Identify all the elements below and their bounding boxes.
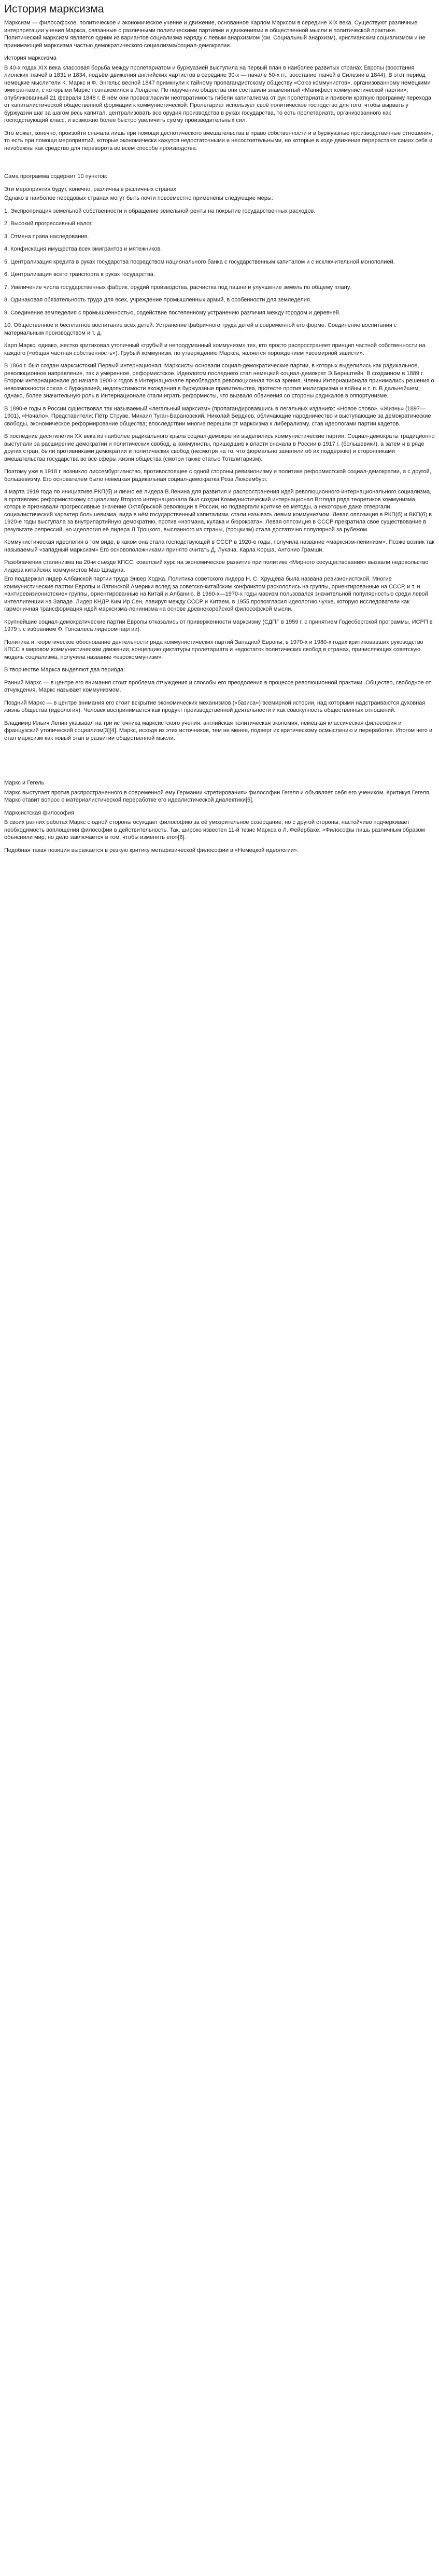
history-paragraph: Крупнейшие социал-демократические партии Европы отказались от приверженности марксизму (СДПГ в 1959 г. с принятием Годесбергской программы, ИСРП в 1979 г. с избранием Ф. Гонсалеса лидером партии). <box>4 618 433 632</box>
spacer <box>4 157 435 173</box>
history-paragraph: Карл Маркс, однако, жестко критиковал утопичный «грубый и непродуманный коммунизм» тех, кто просто распространяет принцип частной собственности на каждого («общая частная собственность»). Грубый коммунизм, по утверждению Маркса, является порождением «всемирной зависти». <box>4 342 426 356</box>
period-item: Поздний Маркс — в центре внимания его стоит вскрытие экономических механизмов («базиса») всемирной истории, над которыми надстраиваются духовная жизнь общества (идеология). Человек воспринимается как продукт производственной деятельности и как совокупность общественных отношений. <box>4 699 426 713</box>
sources-paragraph: Владимир Ильич Ленин указывал на три источника марксистского учения: английская политическая экономия, немецкая классическая философия и французский утопический социализм[3][4]. Маркс, исходя из этих источников, тем не менее, подверг их критическому осмыслению и переработке. Итогом чего и стал марксизм как новый этап в развитии общественной мысли. <box>4 720 433 741</box>
section-heading-philosophy: Марксистская философия <box>4 809 74 816</box>
program-note: Эти мероприятия будут, конечно, различны в различных странах. <box>4 186 178 192</box>
section-heading-marx-hegel: Маркс и Гегель <box>4 780 45 786</box>
program-item: 10. Общественное и бесплатное воспитание всех детей. Устранение фабричного труда детей в современной его форме. Соединение воспитания с материальным производством и т. д. <box>4 322 397 336</box>
program-item: 4. Конфискация имущества всех эмигрантов и мятежников. <box>4 246 162 252</box>
program-item: 9. Соединение земледелия с промышленностью, содействие постепенному устранению различия между городом и деревней. <box>4 309 341 316</box>
history-paragraph: Политика и теоретическое обоснование деятельности ряда коммунистических партий Западной Европы, в 1970-х и 1980-х годах критиковавших руководство КПСС в мировом коммунистическом движении, концепцию диктатуры пролетариата и недостаток политических свобод в странах, причисляющих советскую модель социализма, получила название «еврокоммунизм». <box>4 639 423 660</box>
program-item: 3. Отмена права наследования. <box>4 233 89 240</box>
intro-paragraph: Марксизм — философское, политическое и экономическое учение и движение, основанное Карлом Марксом в середине XIX века. Существуют различные интерпретации учения Маркса, связанные с различными политическими партиями и движениями в общественной мысли и политической практике. Политический марксизм является одним из вариантов социализма наряду с левым анархизмом (см. Социальный анархизм), христианским социализмом и не принимающей марксизма частью демократического социализма/социал-демократии. <box>4 20 426 49</box>
spacer <box>4 747 435 779</box>
period-item: Ранний Маркс — в центре его внимания стоит проблема отчуждения и способы его преодоления в процессе революционной практики. Общество, свободное от отчуждения, Маркс называет коммунизмом. <box>4 679 431 693</box>
philosophy-paragraph: Подобная такая позиция выражается в резкую критику метафизической философии в «Немецкой идеологии». <box>4 847 299 853</box>
program-item: 1. Экспроприация земельной собственности и обращение земельной ренты на покрытие государственных расходов. <box>4 208 316 214</box>
program-intro: Сама программа содержит 10 пунктов: <box>4 173 108 180</box>
program-note: Однако в наиболее передовых странах могут быть почти повсеместно применены следующие меры: <box>4 195 273 201</box>
history-paragraph: Разоблачения сталинизма на 20-м съезде КПСС, советский курс на экономическое развитие при политике «Мирного сосуществования» вызвали недовольство лидера китайских коммунистов Мао Цзэдуна. <box>4 559 429 573</box>
program-item: 7. Увеличение числа государственных фабрик, орудий производства, расчистка под пашни и улучшение земель по общему плану. <box>4 284 351 291</box>
section-heading-history: История марксизма <box>4 55 56 61</box>
history-paragraph: В последние десятилетия XX века из наиболее радикального крыла социал-демократии выделились коммунистические партии. Социал-демократы традиционно выступали за расширение демократии и политических свобод, а коммунисты, пришедшие к власти сначала в России в 1917 г. (большевики), а затем и в ряде других стран, были противниками демократии и политических свобод (несмотря на то, что формально заявляли об их поддержке) и сторонниками вмешательства государства во все сферы жизни общества (смотри также статью Тоталитаризм). <box>4 433 435 462</box>
history-paragraph: В 1890-е годы в России существовал так называемый «легальный марксизм» (пропагандировавшись в легальных изданиях: «Новое слово», «Жизнь» (1897—1901), «Начало», Представители: Пётр Струве, Михаил Туган-Барановский, Николай Бердяев, обличающие народничество и выступающие за демократические свободы, экономическое реформирование общества; впоследствии многие перешли от марксизма к либерализму, став идеологами партии кадетов. <box>4 405 431 427</box>
history-paragraph: В 40-х годах XIX века классовая борьба между пролетариатом и буржуазией выступила на первый план в наиболее развитых странах Европы (восстания лионских ткачей в 1831 и 1834, подъём движения английских чартистов в середине 30-х — начале 50-х гг., восстание ткачей в Силезии в 1844). В этот период немецкие мыслители К. Маркс и Ф. Энгельс весной 1847 примкнули к тайному пропагандистскому обществу «Союз коммунистов», организованному немецкими эмигрантами, с которыми Маркс познакомился в Лондоне. По поручению общества они составили знаменитый «Манифест коммунистической партии», опубликованный 21 февраля 1848 г. В нём они провозгласили неотвратимость гибели капитализма от рук пролетариата и привели краткую программу перехода от капиталистической общественной формации к коммунистической: Пролетариат использует своё политическое господство для того, чтобы вырвать у буржуазии шаг за шагом весь капитал, централизовать все орудия производства в руках государства, то есть пролетариата, организованного как господствующий класс, и возможно более быстро увеличить сумму производительных сил. <box>4 64 432 123</box>
program-item: 6. Централизация всего транспорта в руках государства. <box>4 271 155 278</box>
page-title: История марксизма <box>4 3 104 15</box>
program-item: 5. Централизация кредита в руках государства посредством национального банка с государственным капиталом и с исключительной монополией. <box>4 258 395 265</box>
history-paragraph: Это может, конечно, произойти сначала лишь при помощи деспотического вмешательства в право собственности и в буржуазные производственные отношения, то есть при помощи мероприятий, которые экономически кажутся недостаточными и несостоятельными, но которые в ходе движения перерастают самих себя и неизбежны как средство для переворота во всем способе производства. <box>4 130 433 151</box>
history-paragraph: Его поддержал лидер Албанской партии труда Энвер Ходжа. Политика советского лидера Н. С. Хрущёва была названа ревизионистской. Многие коммунистические партии Европы и Латинской Америки вслед за советско-китайским конфликтом раскололись на группы, ориентированные на СССР, и т. н. «антиревизионистские» группы, ориентированные на Китай и Албанию. В 1960-х—1970-х годы маоизм пользовался значительной популярностью среди левой интеллигенции на Западе. Лидер КНДР Ким Ир Сен, лавируя между СССР и Китаем, в 1955 провозгласил идеологию чучхе, которую исследователи как гармоничная трансформация идей марксизма-ленинизма на основе древнекорейской философской мысли. <box>4 576 429 612</box>
history-paragraph: Поэтому уже в 1918 г. возникло лиссембургианство, противостоящее с одной стороны ревизионизму и политике реформистской социал-демократии, а с другой, большевизму. Его основателем было немецкая радикальная социал-демократка Роза Люксембург. <box>4 469 431 483</box>
program-item: 2. Высокий прогрессивный налог. <box>4 221 93 227</box>
marx-hegel-paragraph: Маркс выступает против распространенного в современной ему Германии «третирования» философии Гегеля и объявляет себя его учеником. Критикуя Гегеля, Маркс ставит вопрос о материалистической переработке его идеалистической диалектики[5]. <box>4 789 431 803</box>
article <box>0 0 439 865</box>
periods-heading: В творчестве Маркса выделяют два периода: <box>4 667 125 673</box>
philosophy-paragraph: В своих ранних работах Маркс с одной стороны осуждает философию за её умозрительное созерцание, но с другой стороны, настойчиво подчеркивает необходимость воплощения философии в действительность. Так, широко известен 11-й тезис Маркса о Л. Фейербахе: «Философы лишь различным образом объясняли мир, но дело заключается в том, чтобы изменить его»[6]. <box>4 819 425 841</box>
history-paragraph: В 1864 г. был создан марксистский Первый интернационал. Марксисты основали социал-демократические партии, в которых выделились как радикальное, революционное направление, так и умеренное, реформистское. Идеологом последнего стал немецкий социал-демократ Э.Бернштейн. В созданном в 1889 г. Втором интернационале до начала 1900-х годов в Интернационале преобладала революционная точка зрения. Члены Интернационала принимались решения о невозможности союза с буржуазией, недопустимости вхождения в буржуазные правительства, протесте против милитаризма и войны и т. п. В дальнейшем, однако, более значительную роль в Интернационале стали играть реформисты, что вызвало обвинения со стороны радикалов в оппортунизме. <box>4 363 434 399</box>
history-paragraph: 4 марта 1919 года по инициативе РКП(б) и лично её лидера В.Ленина для развития и распространения идей революционного интернационального социализма, в противовес реформистскому социализму Второго интернационала был создан Коммунистический интернационал.Вгглядя ряда теоретиков коммунизма, которые признавали прогрессивные значение Октябрьской революции в России, но подвергали критике ее методы, а некоторые даже отвергали социалистический характер большевизма, вида в нём государственный капитализм, стали называть левым коммунизмом. Левая оппозиция в РКП(б) и ВКП(б) в 1920-е годы выступала за внутрипартийную демократию, против «нэпмана, кулака и бюрократа». Левая оппозиция в СССР прекратила свое существование в результате репрессий, но идеология её лидера Л.Троцкого, высланного из страны, (троцкизм) стала достаточно популярной за рубежом. <box>4 489 432 533</box>
program-item: 8. Одинаковая обязательность труда для всех, учреждение промышленных армий, в особенности для земледелия. <box>4 297 311 303</box>
history-paragraph: Коммунистическая идеология в том виде, в каком она стала господствующей в СССР в 1920-е годы, получила название «марксизм-ленинизм». Позже возник так называемый «западный марксизм» Его основоположниками принято считать Д. Лукача, Карла Корша, Антонио Грамши. <box>4 539 435 553</box>
